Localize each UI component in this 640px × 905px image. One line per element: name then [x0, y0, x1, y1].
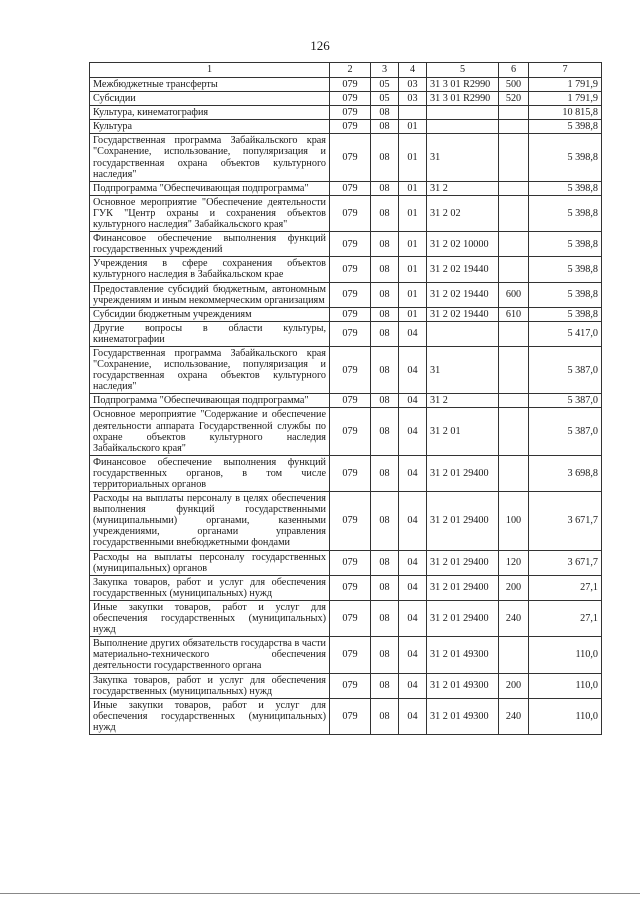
subsection-code-cell: 01: [399, 307, 427, 321]
ministry-code-cell: 079: [330, 307, 371, 321]
ministry-code-cell: 079: [330, 120, 371, 134]
ministry-code-cell: 079: [330, 232, 371, 257]
section-code-cell: 08: [371, 321, 399, 346]
row-name-cell: Расходы на выплаты персоналу в целях обеспечения выполнения функций государственными (муниципальными) органами, казенными учреждениями, органами управления государственными внебюджетными фондами: [90, 492, 330, 550]
ministry-code-cell: 079: [330, 637, 371, 673]
amount-cell: 27,1: [529, 575, 602, 600]
row-name-cell: Субсидии бюджетным учреждениям: [90, 307, 330, 321]
table-row: [90, 195, 602, 231]
row-name-cell: Финансовое обеспечение выполнения функций государственных учреждений: [90, 232, 330, 257]
table-row: [90, 181, 602, 195]
section-code-cell: 08: [371, 394, 399, 408]
ministry-code-cell: 079: [330, 394, 371, 408]
row-name-cell: Подпрограмма "Обеспечивающая подпрограмма": [90, 394, 330, 408]
expense-type-cell: [499, 257, 529, 282]
row-name-cell: Закупка товаров, работ и услуг для обеспечения государственных (муниципальных) нужд: [90, 575, 330, 600]
subsection-code-cell: 04: [399, 394, 427, 408]
table-row: [90, 575, 602, 600]
ministry-code-cell: 079: [330, 134, 371, 181]
column-header: 2: [330, 63, 371, 78]
amount-cell: 5 398,8: [529, 307, 602, 321]
table-row: [90, 257, 602, 282]
amount-cell: 5 417,0: [529, 321, 602, 346]
page-bottom-rule: [0, 893, 640, 894]
expense-type-cell: [499, 134, 529, 181]
table-row: [90, 321, 602, 346]
subsection-code-cell: 04: [399, 346, 427, 393]
subsection-code-cell: 04: [399, 575, 427, 600]
target-article-cell: [427, 106, 499, 120]
amount-cell: 5 387,0: [529, 408, 602, 455]
table-row: [90, 78, 602, 92]
expense-type-cell: [499, 637, 529, 673]
section-code-cell: 08: [371, 550, 399, 575]
column-header: 5: [427, 63, 499, 78]
expense-type-cell: 120: [499, 550, 529, 575]
target-article-cell: 31 2 01 29400: [427, 575, 499, 600]
table-row: [90, 600, 602, 636]
amount-cell: 3 671,7: [529, 492, 602, 550]
expense-type-cell: [499, 181, 529, 195]
amount-cell: 1 791,9: [529, 78, 602, 92]
table-row: [90, 408, 602, 455]
ministry-code-cell: 079: [330, 78, 371, 92]
expense-type-cell: 520: [499, 92, 529, 106]
subsection-code-cell: 01: [399, 134, 427, 181]
ministry-code-cell: 079: [330, 455, 371, 491]
subsection-code-cell: 01: [399, 195, 427, 231]
subsection-code-cell: 04: [399, 550, 427, 575]
ministry-code-cell: 079: [330, 321, 371, 346]
section-code-cell: 08: [371, 232, 399, 257]
target-article-cell: 31 2: [427, 181, 499, 195]
section-code-cell: 08: [371, 492, 399, 550]
column-header: 6: [499, 63, 529, 78]
column-header: 3: [371, 63, 399, 78]
row-name-cell: Государственная программа Забайкальского края "Сохранение, использование, популяризация и государственная охрана объектов культурного наследия": [90, 346, 330, 393]
expense-type-cell: [499, 321, 529, 346]
row-name-cell: Закупка товаров, работ и услуг для обеспечения государственных (муниципальных) нужд: [90, 673, 330, 698]
row-name-cell: Предоставление субсидий бюджетным, автономным учреждениям и иным некоммерческим организациям: [90, 282, 330, 307]
subsection-code-cell: 04: [399, 321, 427, 346]
target-article-cell: 31 2 01 29400: [427, 492, 499, 550]
table-row: [90, 92, 602, 106]
table-row: [90, 637, 602, 673]
ministry-code-cell: 079: [330, 346, 371, 393]
subsection-code-cell: 01: [399, 120, 427, 134]
subsection-code-cell: 03: [399, 78, 427, 92]
row-name-cell: Другие вопросы в области культуры, кинематографии: [90, 321, 330, 346]
section-code-cell: 08: [371, 637, 399, 673]
expense-type-cell: [499, 120, 529, 134]
page-number: 126: [310, 38, 330, 53]
subsection-code-cell: 04: [399, 698, 427, 734]
amount-cell: 110,0: [529, 673, 602, 698]
expense-type-cell: [499, 346, 529, 393]
amount-cell: 110,0: [529, 698, 602, 734]
subsection-code-cell: 04: [399, 408, 427, 455]
expense-type-cell: 240: [499, 600, 529, 636]
row-name-cell: Расходы на выплаты персоналу государственных (муниципальных) органов: [90, 550, 330, 575]
ministry-code-cell: 079: [330, 195, 371, 231]
ministry-code-cell: 079: [330, 673, 371, 698]
row-name-cell: Иные закупки товаров, работ и услуг для обеспечения государственных (муниципальных) нужд: [90, 698, 330, 734]
table-row: [90, 698, 602, 734]
header-row: [90, 63, 602, 78]
section-code-cell: 08: [371, 600, 399, 636]
expense-type-cell: [499, 232, 529, 257]
amount-cell: 5 398,8: [529, 120, 602, 134]
subsection-code-cell: 04: [399, 637, 427, 673]
section-code-cell: 08: [371, 455, 399, 491]
row-name-cell: Субсидии: [90, 92, 330, 106]
expense-type-cell: 200: [499, 673, 529, 698]
subsection-code-cell: 03: [399, 92, 427, 106]
section-code-cell: 08: [371, 195, 399, 231]
amount-cell: 5 398,8: [529, 181, 602, 195]
target-article-cell: 31 2 01 49300: [427, 673, 499, 698]
target-article-cell: 31 2 01 49300: [427, 637, 499, 673]
ministry-code-cell: 079: [330, 408, 371, 455]
expense-type-cell: 610: [499, 307, 529, 321]
ministry-code-cell: 079: [330, 550, 371, 575]
row-name-cell: Выполнение других обязательств государства в части материально-технического обеспечения деятельности государственного органа: [90, 637, 330, 673]
row-name-cell: Основное мероприятие "Содержание и обеспечение деятельности аппарата Государственной службы по охране объектов культурного наследия Забайкальского края": [90, 408, 330, 455]
target-article-cell: 31 2 02 19440: [427, 307, 499, 321]
amount-cell: 10 815,8: [529, 106, 602, 120]
budget-table: [89, 62, 602, 735]
amount-cell: 3 671,7: [529, 550, 602, 575]
table-row: [90, 106, 602, 120]
section-code-cell: 08: [371, 673, 399, 698]
expense-type-cell: 240: [499, 698, 529, 734]
expense-type-cell: 100: [499, 492, 529, 550]
subsection-code-cell: 01: [399, 257, 427, 282]
row-name-cell: Межбюджетные трансферты: [90, 78, 330, 92]
target-article-cell: 31 3 01 R2990: [427, 78, 499, 92]
row-name-cell: Культура, кинематография: [90, 106, 330, 120]
amount-cell: 27,1: [529, 600, 602, 636]
target-article-cell: 31 2 01 29400: [427, 550, 499, 575]
section-code-cell: 08: [371, 346, 399, 393]
ministry-code-cell: 079: [330, 181, 371, 195]
amount-cell: 5 398,8: [529, 257, 602, 282]
target-article-cell: 31: [427, 346, 499, 393]
expense-type-cell: [499, 408, 529, 455]
section-code-cell: 08: [371, 134, 399, 181]
amount-cell: 5 387,0: [529, 346, 602, 393]
row-name-cell: Учреждения в сфере сохранения объектов культурного наследия в Забайкальском крае: [90, 257, 330, 282]
section-code-cell: 05: [371, 92, 399, 106]
ministry-code-cell: 079: [330, 575, 371, 600]
subsection-code-cell: 04: [399, 673, 427, 698]
expense-type-cell: [499, 195, 529, 231]
target-article-cell: 31 2 01: [427, 408, 499, 455]
target-article-cell: 31 2 02: [427, 195, 499, 231]
target-article-cell: 31 2 02 19440: [427, 282, 499, 307]
subsection-code-cell: 04: [399, 455, 427, 491]
subsection-code-cell: 01: [399, 181, 427, 195]
amount-cell: 5 398,8: [529, 134, 602, 181]
subsection-code-cell: 04: [399, 492, 427, 550]
row-name-cell: Культура: [90, 120, 330, 134]
table-row: [90, 673, 602, 698]
target-article-cell: 31 2 01 29400: [427, 600, 499, 636]
table-row: [90, 550, 602, 575]
section-code-cell: 08: [371, 106, 399, 120]
expense-type-cell: [499, 394, 529, 408]
section-code-cell: 08: [371, 181, 399, 195]
target-article-cell: [427, 321, 499, 346]
table-row: [90, 455, 602, 491]
subsection-code-cell: 01: [399, 282, 427, 307]
column-header: 7: [529, 63, 602, 78]
subsection-code-cell: 04: [399, 600, 427, 636]
row-name-cell: Иные закупки товаров, работ и услуг для обеспечения государственных (муниципальных) нужд: [90, 600, 330, 636]
subsection-code-cell: 01: [399, 232, 427, 257]
ministry-code-cell: 079: [330, 698, 371, 734]
ministry-code-cell: 079: [330, 492, 371, 550]
amount-cell: 5 398,8: [529, 282, 602, 307]
table-row: [90, 307, 602, 321]
subsection-code-cell: [399, 106, 427, 120]
row-name-cell: Государственная программа Забайкальского края "Сохранение, использование, популяризация и государственная охрана объектов культурного наследия": [90, 134, 330, 181]
amount-cell: 110,0: [529, 637, 602, 673]
row-name-cell: Основное мероприятие "Обеспечение деятельности ГУК "Центр охраны и сохранения объектов культурного наследия" Забайкальского края": [90, 195, 330, 231]
amount-cell: 5 398,8: [529, 232, 602, 257]
section-code-cell: 08: [371, 307, 399, 321]
row-name-cell: Финансовое обеспечение выполнения функций государственных органов, в том числе территориальных органов: [90, 455, 330, 491]
expense-type-cell: 600: [499, 282, 529, 307]
table-row: [90, 282, 602, 307]
target-article-cell: 31 2 01 49300: [427, 698, 499, 734]
section-code-cell: 08: [371, 698, 399, 734]
expense-type-cell: 500: [499, 78, 529, 92]
amount-cell: 3 698,8: [529, 455, 602, 491]
row-name-cell: Подпрограмма "Обеспечивающая подпрограмма": [90, 181, 330, 195]
section-code-cell: 08: [371, 408, 399, 455]
target-article-cell: [427, 120, 499, 134]
target-article-cell: 31 2 01 29400: [427, 455, 499, 491]
amount-cell: 1 791,9: [529, 92, 602, 106]
table-row: [90, 346, 602, 393]
target-article-cell: 31 3 01 R2990: [427, 92, 499, 106]
table-row: [90, 394, 602, 408]
column-header: 1: [90, 63, 330, 78]
target-article-cell: 31: [427, 134, 499, 181]
amount-cell: 5 387,0: [529, 394, 602, 408]
table-row: [90, 120, 602, 134]
ministry-code-cell: 079: [330, 282, 371, 307]
amount-cell: 5 398,8: [529, 195, 602, 231]
target-article-cell: 31 2: [427, 394, 499, 408]
section-code-cell: 08: [371, 120, 399, 134]
ministry-code-cell: 079: [330, 106, 371, 120]
ministry-code-cell: 079: [330, 600, 371, 636]
section-code-cell: 08: [371, 575, 399, 600]
target-article-cell: 31 2 02 19440: [427, 257, 499, 282]
table-row: [90, 134, 602, 181]
table-row: [90, 232, 602, 257]
ministry-code-cell: 079: [330, 257, 371, 282]
expense-type-cell: [499, 455, 529, 491]
expense-type-cell: 200: [499, 575, 529, 600]
target-article-cell: 31 2 02 10000: [427, 232, 499, 257]
table-row: [90, 492, 602, 550]
section-code-cell: 08: [371, 282, 399, 307]
column-header: 4: [399, 63, 427, 78]
ministry-code-cell: 079: [330, 92, 371, 106]
expense-type-cell: [499, 106, 529, 120]
section-code-cell: 05: [371, 78, 399, 92]
section-code-cell: 08: [371, 257, 399, 282]
